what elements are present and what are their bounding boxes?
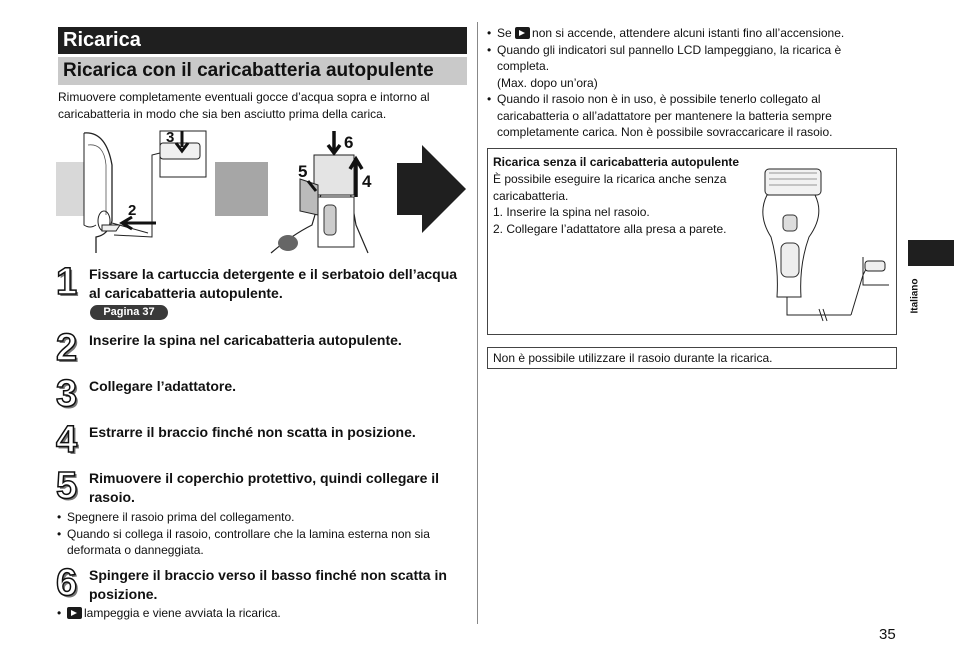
right-notes xyxy=(487,25,877,141)
step-2-number: 2 xyxy=(56,327,78,369)
list-item: • Quando si collega il rasoio, controllare che la lamina esterna non sia deformata o danneggiata. xyxy=(57,526,467,559)
list-item: 1. Inserire la spina nel rasoio. xyxy=(493,205,650,219)
figure-label-3: 3 xyxy=(166,129,175,146)
list-item: • Se non si accende, attendere alcuni istanti fino all’accensione. xyxy=(487,25,877,42)
step-6-number: 6 xyxy=(56,562,78,604)
figure-label-5: 5 xyxy=(298,162,308,181)
column-divider xyxy=(477,22,478,624)
warning-box: Non è possibile utilizzare il rasoio durante la ricarica. xyxy=(487,347,897,369)
step-3-number: 3 xyxy=(56,373,78,415)
charge-indicator-icon xyxy=(67,607,82,619)
list-item: • Quando il rasoio non è in uso, è possibile tenerlo collegato al caricabatteria o all’adattatore per mantenere la batteria sempre completamente carica. Non è possibile sovraccaricare il rasoio. xyxy=(487,91,877,141)
box-body: È possibile eseguire la ricarica anche senza caricabatteria. xyxy=(493,172,727,203)
intro-text: Rimuovere completamente eventuali gocce d’acqua sopra e intorno al caricabatteria in modo che sia ben asciutto prima della carica. xyxy=(58,90,430,121)
list-item: • Spegnere il rasoio prima del collegamento. xyxy=(57,509,467,526)
step-3-text: Collegare l’adattatore. xyxy=(89,378,237,394)
page-number: 35 xyxy=(879,626,896,643)
gray-panel-left xyxy=(56,162,84,216)
box-title: Ricarica senza il caricabatteria autopulente xyxy=(493,155,740,169)
step-6-text: Spingere il braccio verso il basso finché non scatta in posizione. xyxy=(89,567,447,602)
subsection-title: Ricarica con il caricabatteria autopulente xyxy=(58,57,467,85)
shaver-illustration xyxy=(753,167,893,332)
figure-label-4: 4 xyxy=(362,172,372,191)
charging-illustration xyxy=(56,125,470,255)
step-5-notes xyxy=(57,509,467,559)
language-label: Italiano xyxy=(909,278,921,314)
list-item: • Quando gli indicatori sul pannello LCD lampeggiano, la ricarica è completa. xyxy=(487,42,877,75)
list-item: • lampeggia e viene avviata la ricarica. xyxy=(57,605,467,622)
step-1-text: Fissare la cartuccia detergente e il serbatoio dell’acqua al caricabatteria autopulente. xyxy=(89,266,458,301)
step-6-notes xyxy=(57,605,467,622)
list-item-note: (Max. dopo un’ora) xyxy=(497,75,598,90)
figure-label-2: 2 xyxy=(128,202,137,219)
step-1-number: 1 xyxy=(56,261,78,303)
list-item: 2. Collegare l’adattatore alla presa a parete. xyxy=(493,221,727,236)
step-5-text: Rimuovere il coperchio protettivo, quindi collegare il rasoio. xyxy=(89,470,440,505)
charge-indicator-icon xyxy=(515,27,530,39)
next-arrow-icon xyxy=(397,145,466,233)
figure-label-6: 6 xyxy=(344,133,354,152)
step-5-number: 5 xyxy=(56,465,78,507)
page-reference-badge: Pagina 37 xyxy=(90,305,168,320)
language-tab xyxy=(908,240,954,266)
step-2-text: Inserire la spina nel caricabatteria autopulente. xyxy=(89,332,402,348)
section-title: Ricarica xyxy=(58,27,467,54)
step-4-text: Estrarre il braccio finché non scatta in posizione. xyxy=(89,424,416,440)
gray-panel-mid xyxy=(215,162,268,216)
box-steps xyxy=(493,204,758,237)
step-4-number: 4 xyxy=(56,419,78,461)
charge-without-charger-box xyxy=(487,148,897,335)
